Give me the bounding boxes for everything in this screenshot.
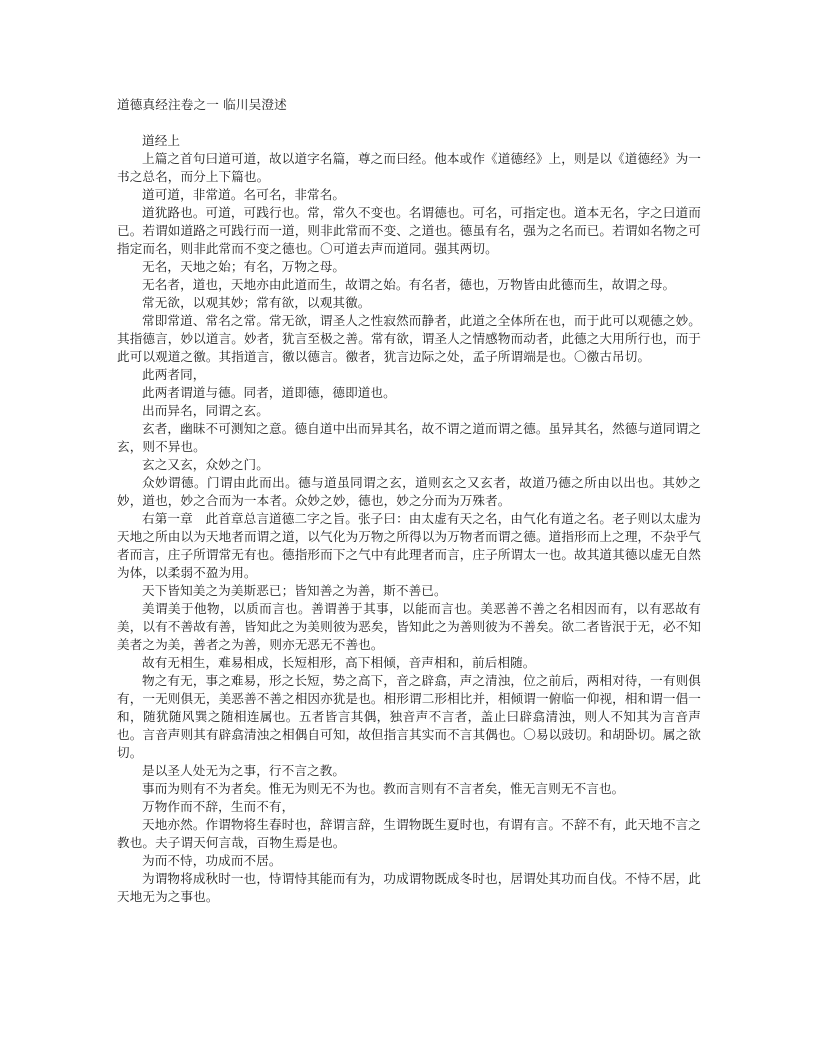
paragraph: 道经上: [142, 133, 181, 148]
paragraph: 事而为则有不为者矣。惟无为则无不为也。教而言则有不言者矣，惟无言则无不言也。: [142, 781, 625, 796]
paragraph: 天地亦然。作谓物将生春时也，辞谓言辞，生谓物既生夏时也，有谓有言。不辞不有，此天地不言之教也。夫子谓天何言哉，百物生焉是也。: [117, 817, 701, 850]
paragraph: 右第一章 此首章总言道德二字之旨。张子曰：由太虚有天之名，由气化有道之名。老子则以太虚为天地之所由以为天地者而谓之道，以气化为万物之所得以为万物者而谓之德。道指形而上之理，不杂乎气者而言，庄子所谓常无有也。德指形而下之气中有此理者而言，庄子所谓太一也。故其道其德以虚无自然为体，以柔弱不盈为用。: [117, 511, 701, 580]
page-title: 道德真经注卷之一 临川吴澄述: [117, 97, 287, 112]
paragraph: 常无欲，以观其妙；常有欲，以观其徼。: [142, 295, 371, 310]
paragraph: 万物作而不辞，生而不有，: [142, 799, 295, 814]
paragraph: 此两者谓道与德。同者，道即德，德即道也。: [142, 385, 396, 400]
paragraph: 出而异名，同谓之玄。: [142, 403, 269, 418]
paragraph: 为谓物将成秋时一也，恃谓恃其能而有为，功成谓物既成冬时也，居谓处其功而自伐。不恃不居，此天地无为之事也。: [117, 871, 701, 904]
paragraph: 道可道，非常道。名可名，非常名。: [142, 187, 346, 202]
paragraph: 美谓美于他物，以质而言也。善谓善于其事，以能而言也。美恶善不善之名相因而有，以有恶故有美，以有不善故有善，皆知此之为美则彼为恶矣，皆知此之为善则彼为不善矣。欲二者皆泯于无，必不知美者之为美，善者之为善，则亦无恶无不善也。: [117, 601, 701, 652]
body-text: [117, 132, 701, 906]
paragraph: 无名，天地之始；有名，万物之母。: [142, 259, 346, 274]
paragraph: 此两者同，: [142, 367, 206, 382]
paragraph: 无名者，道也，天地亦由此道而生，故谓之始。有名者，德也，万物皆由此德而生，故谓之母。: [142, 277, 676, 292]
paragraph: 道犹路也。可道，可践行也。常，常久不变也。名谓德也。可名，可指定也。道本无名，字之曰道而已。若谓如道路之可践行而一道，则非此常而不变、之道也。德虽有名，强为之名而已。若谓如名物之可指定而名，则非此常而不变之德也。〇可道去声而道同。强其两切。: [117, 205, 701, 256]
paragraph: 是以圣人处无为之事，行不言之教。: [142, 763, 346, 778]
paragraph: 众妙谓德。门谓由此而出。德与道虽同谓之玄，道则玄之又玄者，故道乃德之所由以出也。其妙之妙，道也，妙之合而为一本者。众妙之妙，德也，妙之分而为万殊者。: [117, 475, 701, 508]
paragraph: 为而不恃，功成而不居。: [142, 853, 282, 868]
paragraph: 玄之又玄，众妙之门。: [142, 457, 269, 472]
paragraph: 天下皆知美之为美斯恶已；皆知善之为善，斯不善已。: [142, 583, 447, 598]
paragraph: 故有无相生，难易相成，长短相形，高下相倾，音声相和，前后相随。: [142, 655, 536, 670]
paragraph: 常即常道、常名之常。常无欲，谓圣人之性寂然而静者，此道之全体所在也，而于此可以观德之妙。其指德言，妙以道言。妙者，犹言至极之善。常有欲，谓圣人之情感物而动者，此德之大用所行也，而于此可以观道之徼。其指道言，徼以德言。徼者，犹言边际之处，孟子所谓端是也。〇徼古吊切。: [117, 313, 701, 364]
document-content: [117, 96, 701, 906]
paragraph: 物之有无，事之难易，形之长短，势之高下，音之辟翕，声之清浊，位之前后，两相对待，一有则俱有，一无则俱无，美恶善不善之相因亦犹是也。相形谓二形相比并，相倾谓一俯临一仰视，相和谓一倡一和，随犹随风巽之随相连属也。五者皆言其偶，独音声不言者，盖止曰辟翕清浊，则人不知其为言音声也。言音声则其有辟翕清浊之相偶自可知，故但指言其实而不言其偶也。〇易以豉切。和胡卧切。属之欲切。: [117, 673, 701, 760]
paragraph: 玄者，幽昧不可测知之意。德自道中出而异其名，故不谓之道而谓之德。虽异其名，然德与道同谓之玄，则不异也。: [117, 421, 701, 454]
paragraph: 上篇之首句曰道可道，故以道字名篇，尊之而曰经。他本或作《道德经》上，则是以《道德经》为一书之总名，而分上下篇也。: [117, 151, 701, 184]
